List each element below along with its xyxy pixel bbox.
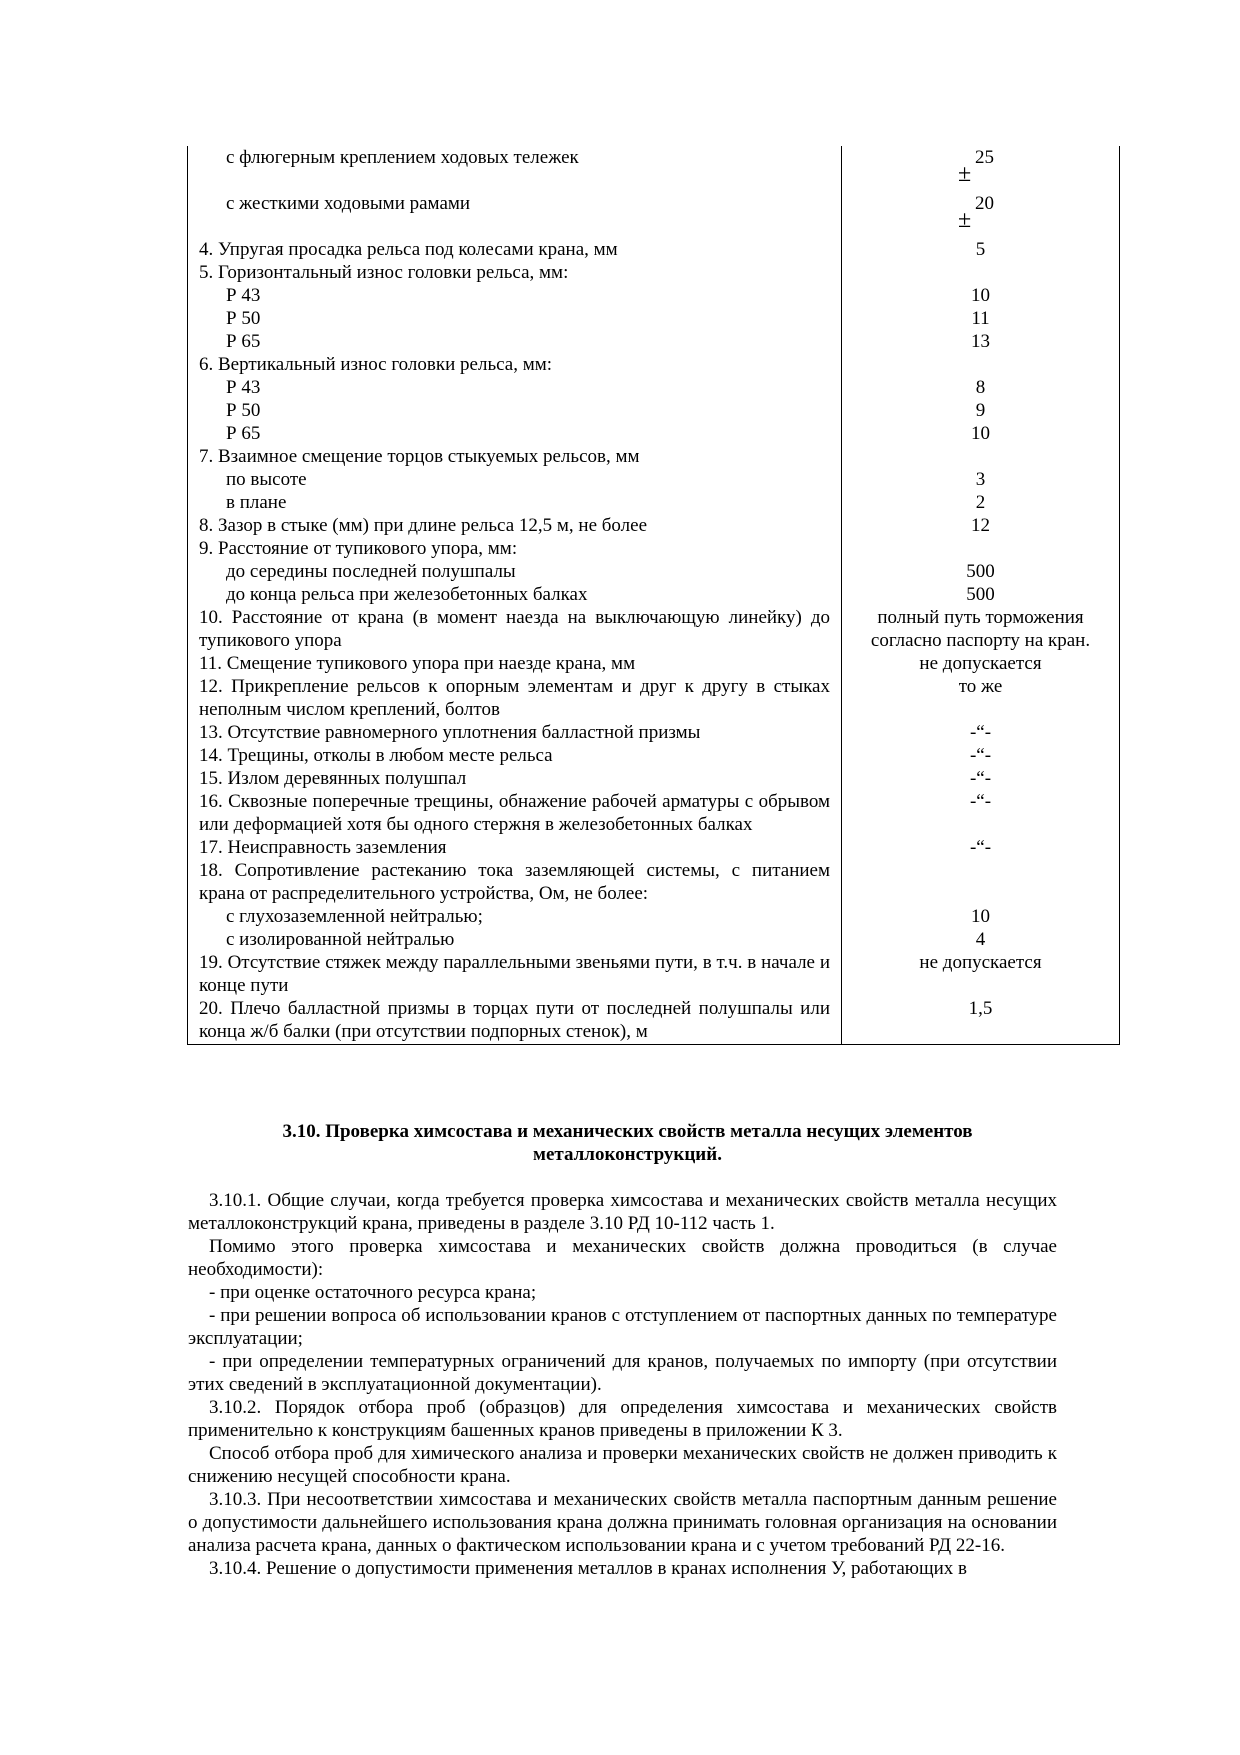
row-label: 16. Сквозные поперечные трещины, обнажение рабочей арматуры с обрывом или деформацией хотя бы одного стержня в железобетонных балках: [188, 790, 842, 836]
table-row: [188, 330, 1120, 353]
table-row: [188, 928, 1120, 951]
row-label: Р 65: [188, 330, 842, 353]
row-label: 12. Прикрепление рельсов к опорным элементам и друг к другу в стыках неполным числом креплений, болтов: [188, 675, 842, 721]
row-label: 15. Излом деревянных полушпал: [188, 767, 842, 790]
paragraph: Способ отбора проб для химического анализа и проверки механических свойств не должен приводить к снижению несущей способности крана.: [188, 1443, 1057, 1487]
row-label: 7. Взаимное смещение торцов стыкуемых рельсов, мм: [188, 445, 842, 468]
row-value: не допускается: [842, 652, 1120, 675]
row-label: Р 50: [188, 399, 842, 422]
row-value: [842, 859, 1120, 905]
section-body: [188, 1189, 1057, 1580]
table-row: [188, 997, 1120, 1045]
table-row: [188, 445, 1120, 468]
row-value: 500: [842, 560, 1120, 583]
table-row: [188, 353, 1120, 376]
row-label: в плане: [188, 491, 842, 514]
row-label: 19. Отсутствие стяжек между параллельными звеньями пути, в т.ч. в начале и конце пути: [188, 951, 842, 997]
row-value: 12: [842, 514, 1120, 537]
row-value: [842, 445, 1120, 468]
row-value: [842, 261, 1120, 284]
table-row: [188, 836, 1120, 859]
table-row: [188, 514, 1120, 537]
table-row: [188, 583, 1120, 606]
table-row: [188, 744, 1120, 767]
table-row: [188, 560, 1120, 583]
rail-track-tolerance-table: [187, 146, 1120, 1045]
paragraph: 3.10.2. Порядок отбора проб (образцов) для определения химсостава и механических свойств применительно к конструкциям башенных кранов приведены в приложении К 3.: [188, 1397, 1057, 1441]
row-label: 11. Смещение тупикового упора при наезде крана, мм: [188, 652, 842, 675]
row-value: 9: [842, 399, 1120, 422]
row-value: -“-: [842, 790, 1120, 836]
table-row: [188, 238, 1120, 261]
row-label: 6. Вертикальный износ головки рельса, мм:: [188, 353, 842, 376]
row-value: полный путь торможения согласно паспорту на кран.: [842, 606, 1120, 652]
row-value: -“-: [842, 744, 1120, 767]
row-value: 10: [842, 905, 1120, 928]
paragraph: 3.10.1. Общие случаи, когда требуется проверка химсостава и механических свойств металла несущих металлоконструкций крана, приведены в разделе 3.10 РД 10-112 часть 1.: [188, 1190, 1057, 1234]
table-row: [188, 468, 1120, 491]
paragraph: - при решении вопроса об использовании кранов с отступлением от паспортных данных по температуре эксплуатации;: [188, 1305, 1057, 1349]
table-row: [188, 399, 1120, 422]
section-title: 3.10. Проверка химсостава и механических свойств металла несущих элементов металлоконструкций.: [282, 1121, 973, 1165]
paragraph: 3.10.4. Решение о допустимости применения металлов в кранах исполнения У, работающих в: [209, 1558, 968, 1579]
paragraph: Помимо этого проверка химсостава и механических свойств должна проводиться (в случае необходимости):: [188, 1236, 1057, 1280]
row-value: 13: [842, 330, 1120, 353]
row-value: 3: [842, 468, 1120, 491]
row-label: с флюгерным креплением ходовых тележек: [188, 146, 842, 192]
row-value: 8: [842, 376, 1120, 399]
table-row: [188, 422, 1120, 445]
table-row: [188, 284, 1120, 307]
table-row: [188, 790, 1120, 836]
row-label: 5. Горизонтальный износ головки рельса, мм:: [188, 261, 842, 284]
row-label: 20. Плечо балластной призмы в торцах пути от последней полушпалы или конца ж/б балки (при отсутствии подпорных стенок), м: [188, 997, 842, 1045]
row-value: не допускается: [842, 951, 1120, 997]
row-label: до конца рельса при железобетонных балках: [188, 583, 842, 606]
row-label: Р 43: [188, 284, 842, 307]
row-value: [842, 192, 1120, 238]
row-label: с жесткими ходовыми рамами: [188, 192, 842, 238]
row-label: 8. Зазор в стыке (мм) при длине рельса 12,5 м, не более: [188, 514, 842, 537]
plus-minus-sign: ±: [958, 161, 972, 187]
row-value: 11: [842, 307, 1120, 330]
row-value: 10: [842, 422, 1120, 445]
row-label: 9. Расстояние от тупикового упора, мм:: [188, 537, 842, 560]
table-row: [188, 905, 1120, 928]
plus-minus-sign: ±: [958, 207, 972, 233]
row-label: Р 65: [188, 422, 842, 445]
table-row: [188, 859, 1120, 905]
table-row: [188, 307, 1120, 330]
table-row: [188, 675, 1120, 721]
value-number: 20: [975, 193, 994, 214]
row-value: 4: [842, 928, 1120, 951]
table-row: [188, 606, 1120, 652]
row-label: с изолированной нейтралью: [188, 928, 842, 951]
table-row: [188, 721, 1120, 744]
table-row: [188, 652, 1120, 675]
row-value: 1,5: [842, 997, 1120, 1045]
table-row: [188, 261, 1120, 284]
row-value: [842, 146, 1120, 192]
table-row: [188, 146, 1120, 192]
paragraph: 3.10.3. При несоответствии химсостава и механических свойств металла паспортным данным решение о допустимости дальнейшего использования крана должна принимать головная организация на основании анализа расчета крана, данных о фактическом использовании крана и с учетом требований РД 22-16.: [188, 1489, 1057, 1556]
row-label: 18. Сопротивление растеканию тока заземляющей системы, с питанием крана от распределительного устройства, Ом, не более:: [188, 859, 842, 905]
row-value: 5: [842, 238, 1120, 261]
value-number: 25: [975, 147, 994, 168]
table-row: [188, 951, 1120, 997]
row-label: 10. Расстояние от крана (в момент наезда на выключающую линейку) до тупикового упора: [188, 606, 842, 652]
row-label: Р 50: [188, 307, 842, 330]
row-label: 4. Упругая просадка рельса под колесами крана, мм: [188, 238, 842, 261]
row-value: [842, 537, 1120, 560]
row-label: Р 43: [188, 376, 842, 399]
table-row: [188, 537, 1120, 560]
row-label: 13. Отсутствие равномерного уплотнения балластной призмы: [188, 721, 842, 744]
row-label: по высоте: [188, 468, 842, 491]
paragraph: - при оценке остаточного ресурса крана;: [209, 1282, 537, 1303]
row-value: то же: [842, 675, 1120, 721]
table-row: [188, 376, 1120, 399]
row-label: с глухозаземленной нейтралью;: [188, 905, 842, 928]
row-value: 500: [842, 583, 1120, 606]
row-value: [842, 353, 1120, 376]
paragraph: - при определении температурных ограничений для кранов, получаемых по импорту (при отсутствии этих сведений в эксплуатационной документации).: [188, 1351, 1057, 1395]
row-value: 2: [842, 491, 1120, 514]
row-value: -“-: [842, 721, 1120, 744]
row-label: до середины последней полушпалы: [188, 560, 842, 583]
row-value: 10: [842, 284, 1120, 307]
table-row: [188, 491, 1120, 514]
row-value: -“-: [842, 767, 1120, 790]
table-row: [188, 767, 1120, 790]
row-label: 17. Неисправность заземления: [188, 836, 842, 859]
table-row: [188, 192, 1120, 238]
row-value: -“-: [842, 836, 1120, 859]
row-label: 14. Трещины, отколы в любом месте рельса: [188, 744, 842, 767]
